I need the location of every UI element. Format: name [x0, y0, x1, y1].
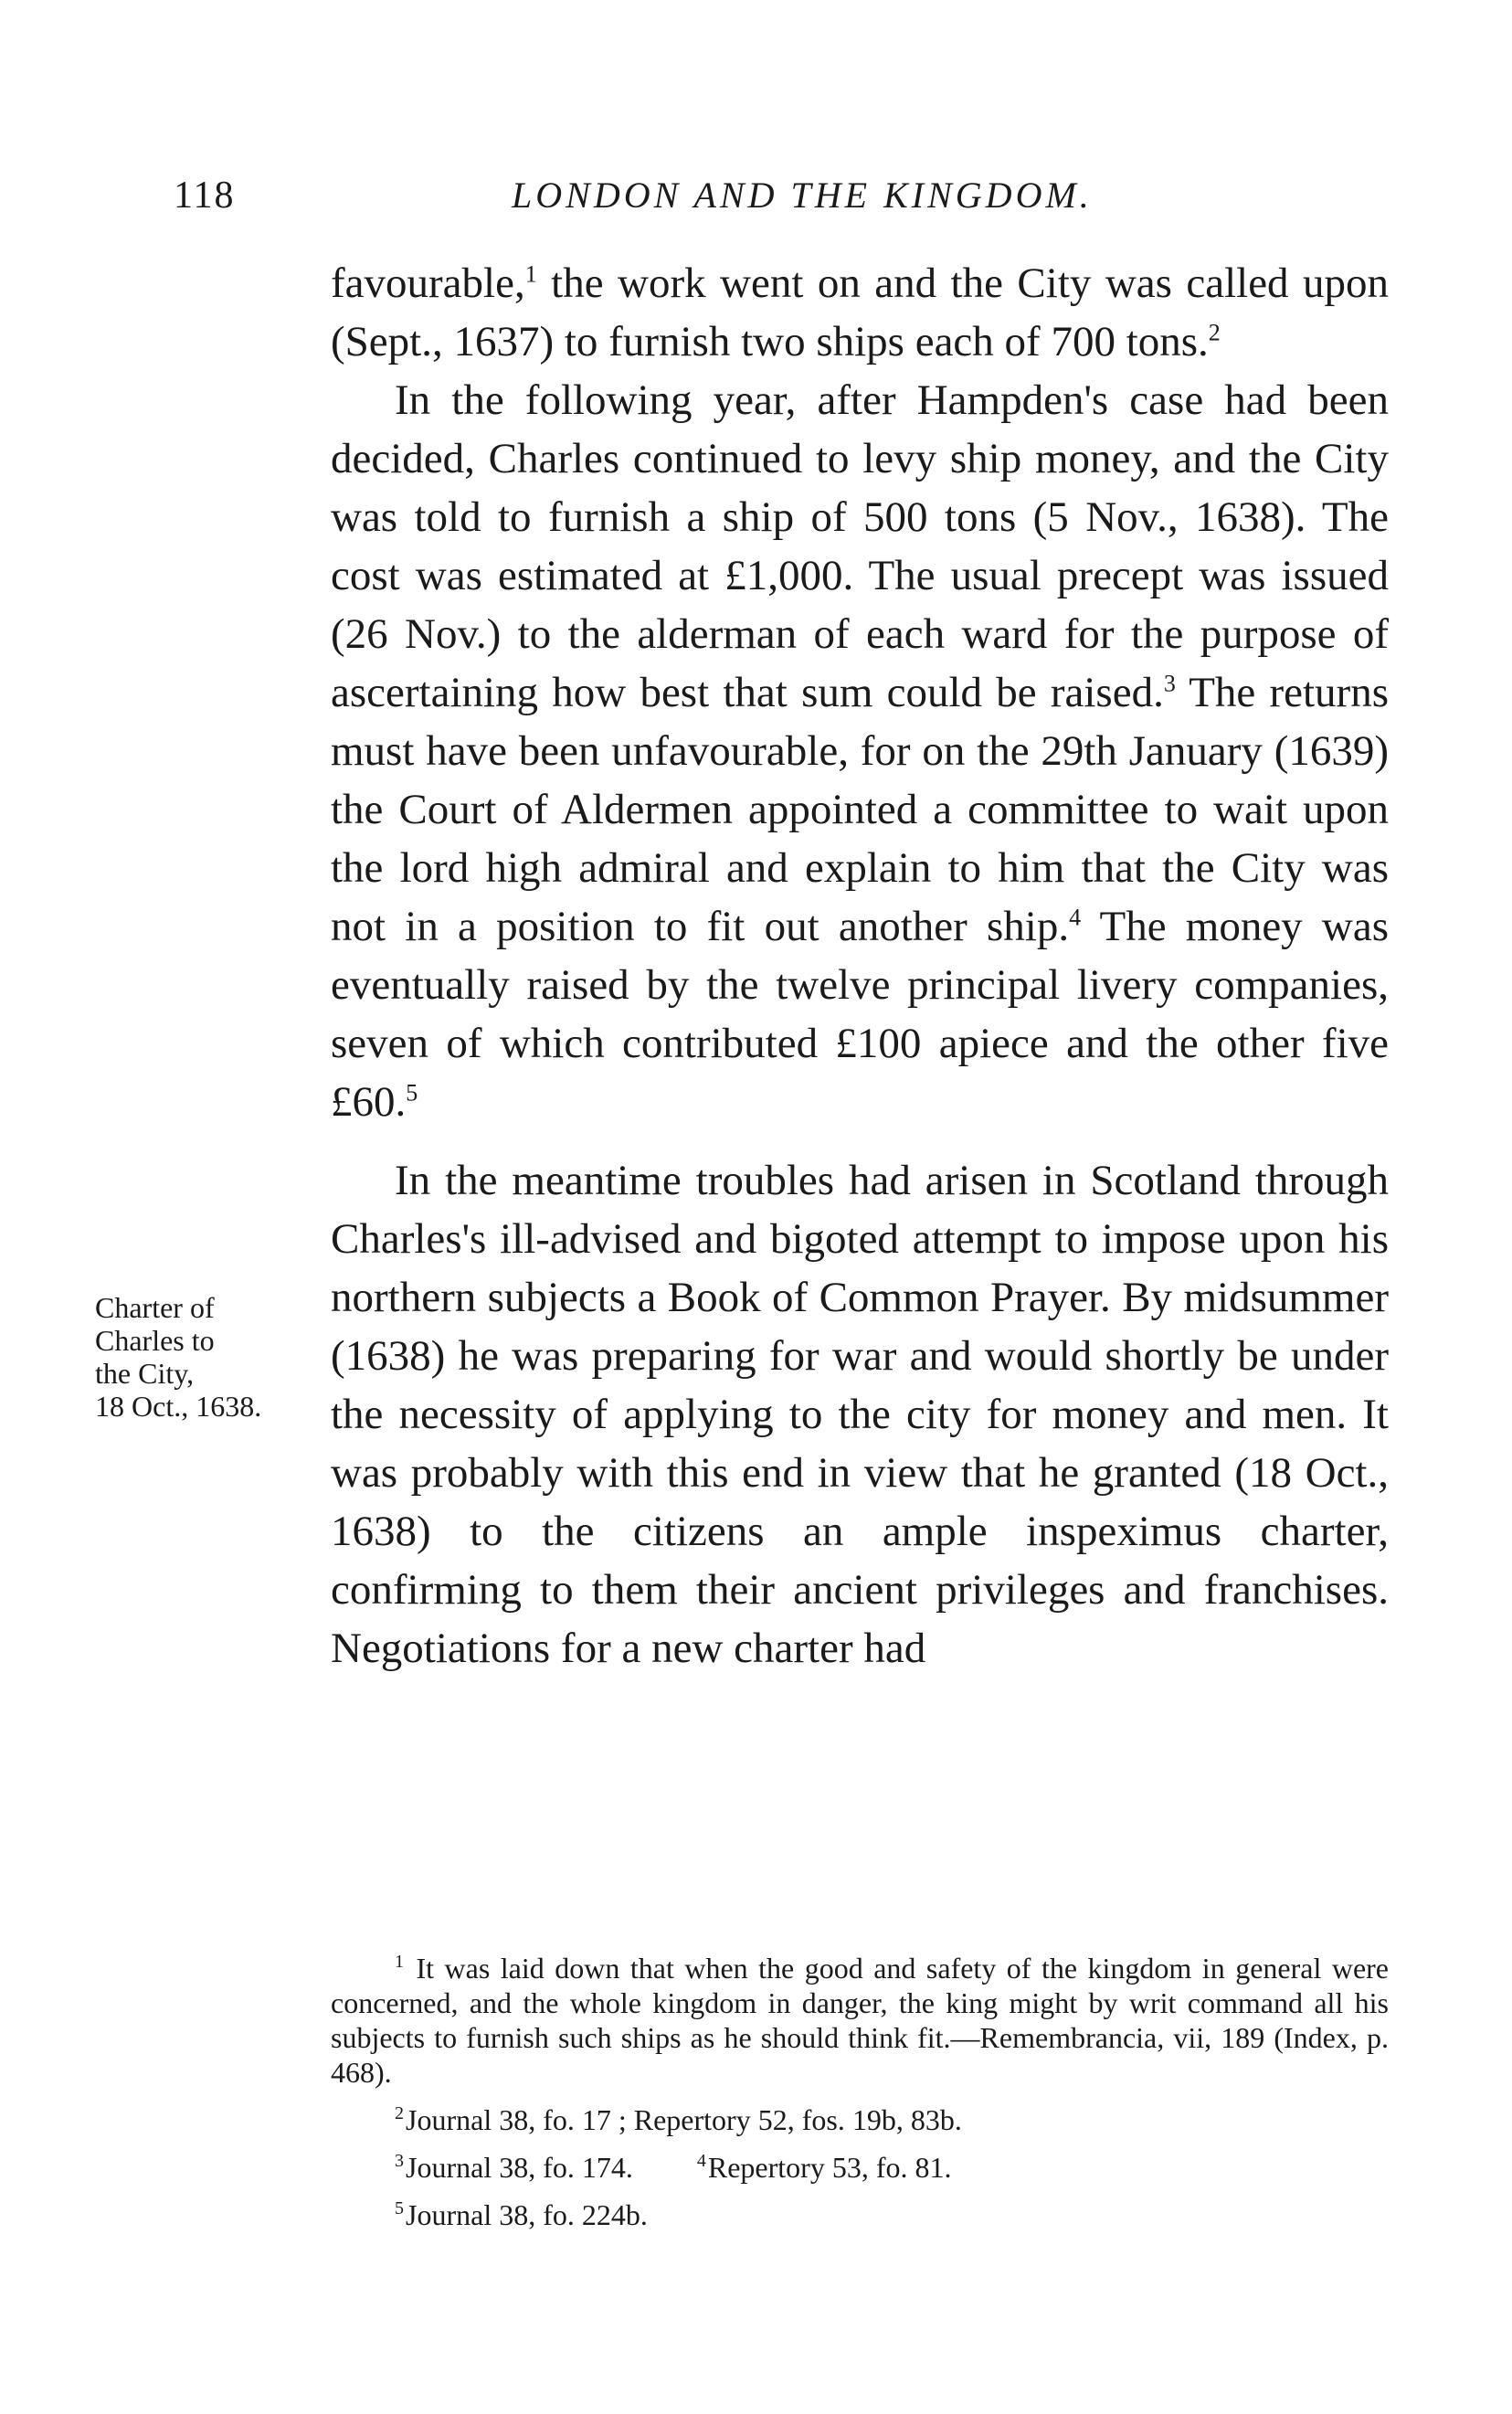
paragraph: [331, 254, 1389, 371]
footnote: [331, 1951, 1389, 2090]
footnote-text: Journal 38, fo. 224b.: [406, 2198, 648, 2231]
footnote-text: Journal 38, fo. 17 ; Repertory 52, fos. 19b, 83b.: [406, 2103, 962, 2136]
footnote-mark: 1: [395, 1952, 404, 1973]
paragraph-text: The returns must have been unfavourable, for on the 29th January (1639) the Court of Aldermen appointed a committee to wait upon the lord high admiral and explain to him that the City was not in a position to fit out another ship.: [331, 669, 1389, 950]
footnote-text: It was laid down that when the good and safety of the kingdom in general were concerned, and the whole kingdom in danger, the king might by writ command all his subjects to furnish such ships as he should think fit.—Remembrancia, vii, 189 (Index, p. 468).: [331, 1952, 1390, 2089]
footnote-mark: 5: [395, 2198, 404, 2219]
paragraph: [331, 1151, 1389, 1678]
paragraph-text: the work went on and the City was called upon (Sept., 1637) to furnish two ships each of 700 tons.: [331, 259, 1389, 365]
margin-note-line: 18 Oct., 1638.: [95, 1390, 262, 1423]
margin-note: [95, 1291, 323, 1423]
footnote: [395, 2102, 1389, 2137]
body-text: [331, 254, 1389, 1678]
running-head: LONDON AND THE KINGDOM.: [512, 175, 1093, 216]
footnote-mark: 3: [395, 2151, 404, 2172]
footnote-ref: 3: [1163, 670, 1176, 697]
footnote-ref: 4: [1069, 904, 1082, 931]
margin-note-line: Charter of: [95, 1291, 215, 1324]
footnote-ref: 5: [406, 1079, 418, 1106]
page-number: 118: [174, 175, 236, 217]
footnotes: [331, 1951, 1389, 2245]
footnote-ref: 1: [524, 260, 537, 288]
paragraph-text: The money was eventually raised by the twelve principal livery companies, seven of which contributed £100 apiece and the other five £60.: [331, 903, 1389, 1126]
footnote: [395, 2197, 1389, 2232]
margin-note-line: the City,: [95, 1357, 195, 1390]
footnote-text: Repertory 53, fo. 81.: [707, 2151, 952, 2184]
paragraph: [331, 371, 1389, 1131]
footnote-mark: 2: [395, 2103, 404, 2124]
footnote-text: Journal 38, fo. 174.: [406, 2151, 633, 2184]
footnote: [395, 2150, 1389, 2185]
paragraph-text: In the following year, after Hampden's case had been decided, Charles continued to levy ship money, and the City was told to furnish a ship of 500 tons (5 Nov., 1638). The cost was estimated at £1,000. The usual precept was issued (26 Nov.) to the alderman of each ward for the purpose of ascertaining how best that sum could be raised.: [331, 376, 1389, 716]
footnote-ref: 2: [1208, 319, 1221, 346]
paragraph-text: In the meantime troubles had arisen in Scotland through Charles's ill-advised and bigoted attempt to impose upon his northern subjects a Book of Common Prayer. By midsummer (1638) he was preparing for war and would shortly be under the necessity of applying to the city for money and men. It was probably with this end in view that he granted (18 Oct., 1638) to the citizens an ample inspeximus charter, confirming to them their ancient privileges and franchises. Negotiations for a new charter had: [331, 1157, 1389, 1672]
margin-note-line: Charles to: [95, 1324, 215, 1357]
footnote-mark: 4: [696, 2151, 706, 2172]
paragraph-text: favourable,: [331, 259, 525, 307]
